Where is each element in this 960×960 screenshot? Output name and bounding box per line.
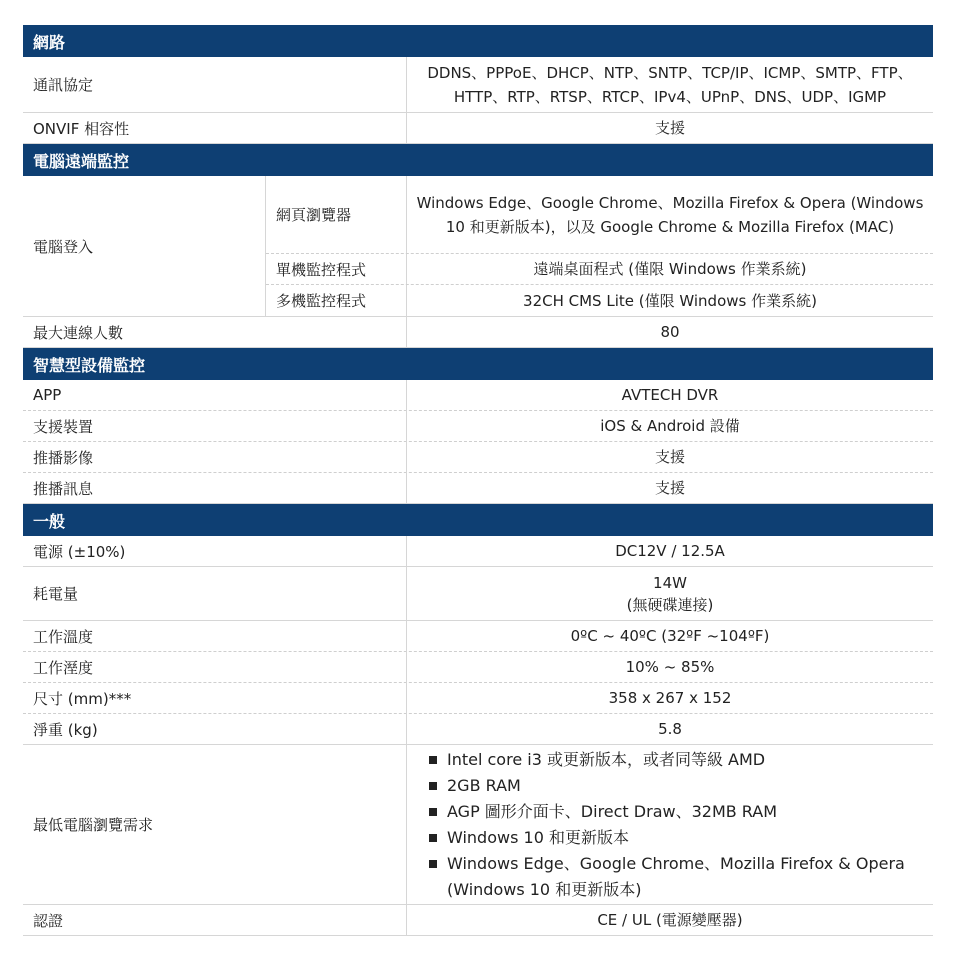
row-protocol: [23, 57, 933, 113]
requirement-item: 2GB RAM: [427, 773, 925, 799]
requirements-label: 最低電腦瀏覽需求: [23, 745, 407, 904]
multi-monitor-value: 32CH CMS Lite (僅限 Windows 作業系統): [523, 291, 817, 310]
row-pc-login: [23, 176, 933, 317]
consumption-cell: [407, 567, 933, 620]
row-weight: [23, 714, 933, 745]
power-label: 電源 (±10%): [23, 536, 407, 566]
supported-devices-value: iOS & Android 設備: [600, 417, 740, 435]
dimensions-label: 尺寸 (mm)***: [23, 683, 407, 713]
requirements-value: [407, 745, 933, 904]
row-multi-monitor: [266, 285, 933, 316]
browser-value: Windows Edge、Google Chrome、Mozilla Firefox & Opera (Windows 10 和更新版本)，以及 Google Chrome & Mozilla Firefox (MAC): [416, 193, 924, 236]
requirements-list: [427, 747, 925, 903]
protocol-value: DDNS、PPPoE、DHCP、NTP、SNTP、TCP/IP、ICMP、SMTP、FTP、HTTP、RTP、RTSP、RTCP、IPv4、UPnP、DNS、UDP、IGMP: [427, 63, 913, 106]
row-temperature: [23, 621, 933, 652]
app-label: APP: [23, 380, 407, 410]
consumption-note: (無硬碟連接): [626, 595, 714, 614]
power-value: DC12V / 12.5A: [615, 542, 725, 560]
pc-login-subrows: [266, 176, 933, 316]
requirement-item: Intel core i3 或更新版本，或者同等級 AMD: [427, 747, 925, 773]
row-browser: [266, 176, 933, 254]
spec-table: [23, 25, 933, 936]
temperature-label: 工作溫度: [23, 621, 407, 651]
push-message-value: 支援: [654, 479, 685, 497]
row-push-video: [23, 442, 933, 473]
section-header-smart: 智慧型設備監控: [23, 348, 933, 380]
push-message-label: 推播訊息: [23, 473, 407, 503]
row-single-monitor: [266, 254, 933, 285]
row-requirements: [23, 745, 933, 905]
max-connections-label: 最大連線人數: [23, 317, 407, 347]
onvif-value: 支援: [654, 119, 685, 137]
single-monitor-label: 單機監控程式: [266, 254, 407, 284]
pc-login-label: 電腦登入: [23, 176, 266, 316]
weight-label: 淨重 (kg): [23, 714, 407, 744]
row-power: [23, 536, 933, 567]
supported-devices-label: 支援裝置: [23, 411, 407, 441]
section-header-pc: 電腦遠端監控: [23, 144, 933, 176]
row-push-message: [23, 473, 933, 504]
certification-value: CE / UL (電源變壓器): [597, 911, 743, 929]
onvif-label: ONVIF 相容性: [23, 113, 407, 143]
certification-label: 認證: [23, 905, 407, 935]
row-supported-devices: [23, 411, 933, 442]
requirement-item: Windows Edge、Google Chrome、Mozilla Firefox & Opera (Windows 10 和更新版本): [427, 851, 925, 903]
row-humidity: [23, 652, 933, 683]
push-video-label: 推播影像: [23, 442, 407, 472]
browser-label: 網頁瀏覽器: [266, 176, 407, 253]
row-max-connections: [23, 317, 933, 348]
consumption-value: 14W: [653, 573, 687, 592]
humidity-label: 工作溼度: [23, 652, 407, 682]
dimensions-value: 358 x 267 x 152: [608, 689, 732, 707]
consumption-label: 耗電量: [23, 567, 407, 620]
humidity-value: 10% ~ 85%: [625, 658, 715, 676]
temperature-value: 0ºC ~ 40ºC (32ºF ~104ºF): [570, 627, 770, 645]
row-dimensions: [23, 683, 933, 714]
protocol-label: 通訊協定: [23, 57, 407, 112]
weight-value: 5.8: [658, 720, 682, 738]
row-consumption: [23, 567, 933, 621]
multi-monitor-label: 多機監控程式: [266, 285, 407, 316]
row-certification: [23, 905, 933, 936]
max-connections-value: 80: [660, 323, 680, 341]
requirement-item: AGP 圖形介面卡、Direct Draw、32MB RAM: [427, 799, 925, 825]
section-header-network: 網路: [23, 25, 933, 57]
row-app: [23, 380, 933, 411]
row-onvif: [23, 113, 933, 144]
single-monitor-value: 遠端桌面程式 (僅限 Windows 作業系統): [533, 260, 807, 278]
requirement-item: Windows 10 和更新版本: [427, 825, 925, 851]
push-video-value: 支援: [654, 448, 685, 466]
app-value: AVTECH DVR: [621, 386, 719, 404]
section-header-general: 一般: [23, 504, 933, 536]
